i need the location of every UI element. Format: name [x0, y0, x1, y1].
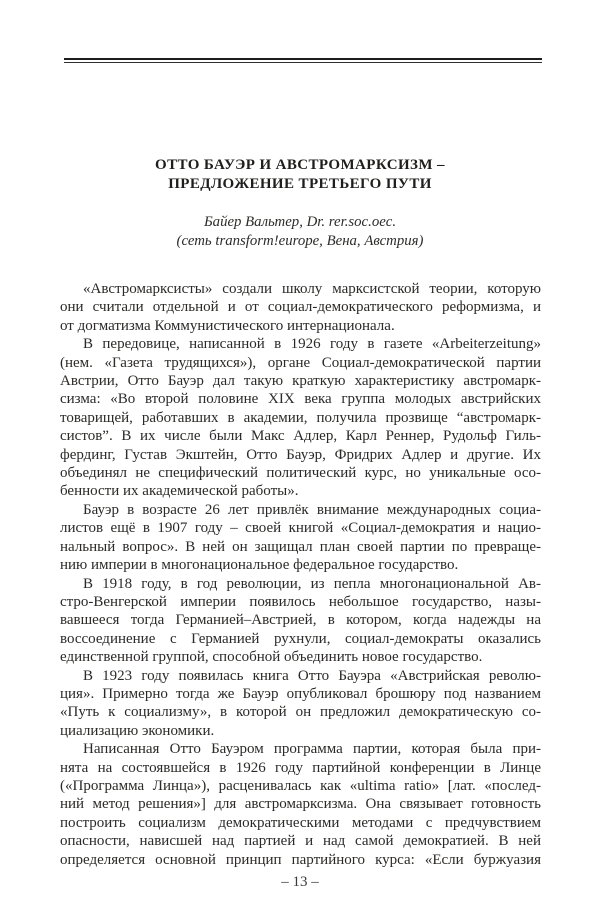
text-line: нята на состоявшейся в 1926 году партийной конференции в Линце — [60, 759, 541, 776]
text-line: фердинг, Густав Экштейн, Отто Бауэр, Фридрих Адлер и другие. Их — [60, 446, 541, 463]
page-number: – 13 – — [281, 874, 319, 890]
text-line: В 1918 году, в год революции, из пепла многонациональной Ав- — [83, 575, 541, 592]
text-line: единственной группой, способной объединить новое государство. — [60, 649, 483, 666]
text-line: циализацию экономики. — [60, 722, 215, 739]
text-line: объединял не специфический политический курс, но уникальные осо- — [60, 465, 541, 482]
header-rule-divider — [64, 58, 542, 63]
text-line: товарищей, работавших в академии, получила прозвище “австромарк- — [60, 409, 541, 426]
text-line: вавшееся тогда Германией–Австрией, в котором, когда надежды на — [60, 612, 541, 629]
text-line: опасности, нависшей над партией и над самой демократией. В ней — [60, 833, 541, 850]
page-title — [60, 156, 540, 193]
body-text — [60, 280, 541, 869]
text-line: нию империи в многонациональное федеральное государство. — [60, 557, 459, 574]
text-line: определяется основной принцип партийного курса: «Если буржуазия — [60, 851, 541, 868]
text-line: ция». Примерно тогда же Бауэр опубликовал брошюру под названием — [60, 685, 541, 702]
text-line: Написанная Отто Бауэром программа партии, которая была при- — [83, 741, 541, 758]
text-line: воссоединение с Германией рухнули, социал-демократы оказались — [60, 630, 541, 647]
text-line: В 1923 году появилась книга Отто Бауэра «Австрийская револю- — [83, 667, 541, 684]
text-line: Бауэр в возрасте 26 лет привлёк внимание международных социа- — [83, 501, 541, 518]
title-line-2: ПРЕДЛОЖЕНИЕ ТРЕТЬЕГО ПУТИ — [168, 175, 432, 192]
author-byline — [60, 213, 540, 251]
text-line: («Программа Линца»), расценивалась как «ultima ratio» [лат. «послед- — [60, 777, 541, 794]
text-line: от догматизма Коммунистического интернационала. — [60, 317, 395, 334]
text-line: бенности их академической работы». — [60, 483, 299, 500]
text-line: построить социализм демократическими методами с предчувствием — [60, 814, 541, 831]
text-line: «Путь к социализму», в которой он предложил демократическую со- — [60, 704, 541, 721]
title-line-1: ОТТО БАУЭР И АВСТРОМАРКСИЗМ – — [155, 157, 445, 173]
text-line: ний метод решения»] для австромарксизма. Она связывает готовность — [60, 796, 541, 813]
text-line: листов ещё в 1907 году – своей книгой «Социал-демократия и нацио- — [60, 520, 541, 537]
text-line: «Австромарксисты» создали школу марксистской теории, которую — [83, 281, 541, 297]
text-line: сизма: «Во второй половине XIX века группа молодых австрийских — [60, 391, 541, 408]
author-affiliation: (сеть transform!europe, Вена, Австрия) — [176, 232, 424, 249]
text-line: Австрии, Отто Бауэр дал такую краткую характеристику австромарк- — [60, 373, 541, 390]
text-line: стро-Венгерской империи появилось небольшое государство, назы- — [60, 593, 541, 610]
text-line: нальный вопрос». В ней он защищал план своей партии по превраще- — [60, 538, 541, 555]
text-line: В передовице, написанной в 1926 году в газете «Arbeiterzeitung» — [83, 336, 541, 353]
text-line: они считали отдельной и от социал-демократического реформизма, и — [60, 299, 541, 316]
text-line: систов”. В их числе были Макс Адлер, Карл Реннер, Рудольф Гиль- — [60, 428, 541, 445]
author-name: Байер Вальтер, Dr. rer.soc.oec. — [203, 214, 397, 230]
text-line: (нем. «Газета трудящихся»), органе Социал-демократической партии — [60, 354, 541, 371]
